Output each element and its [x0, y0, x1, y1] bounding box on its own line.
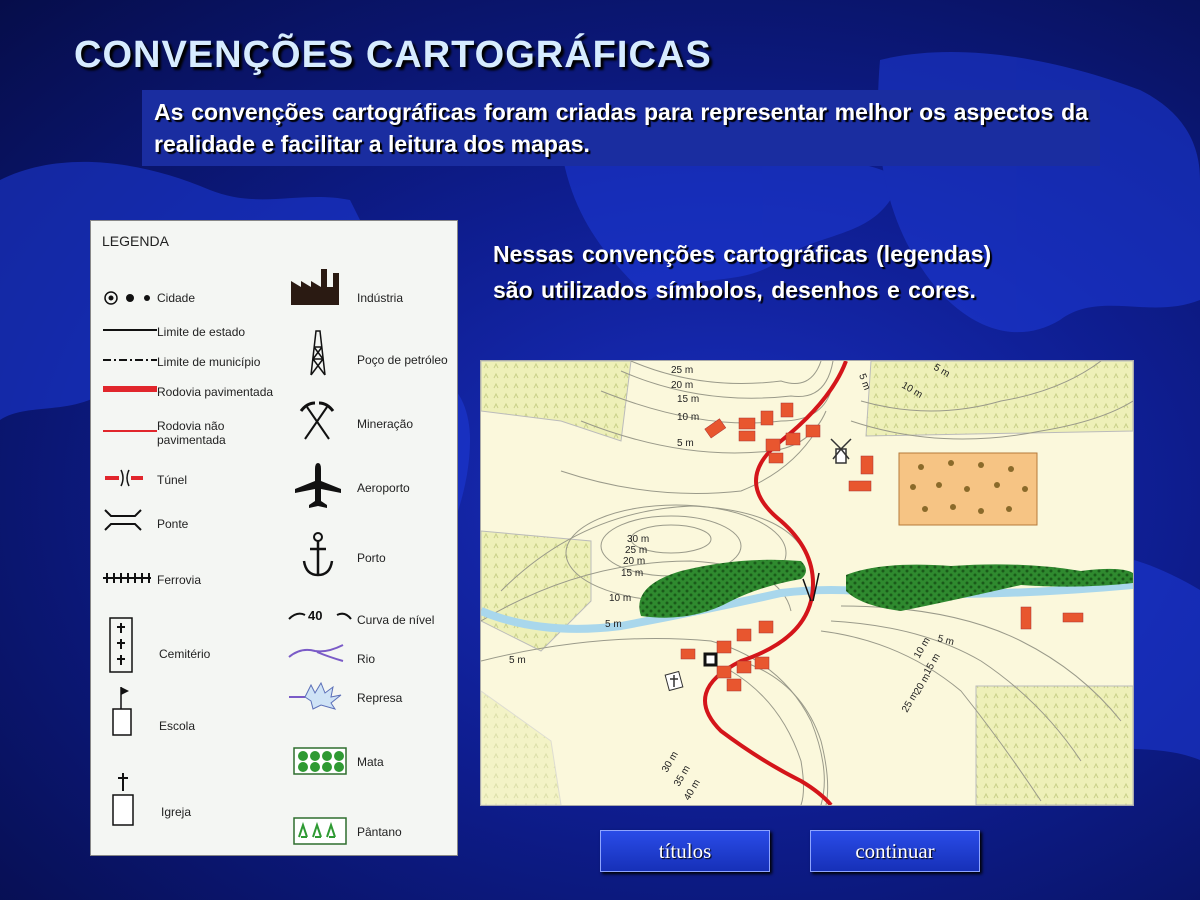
svg-text:10 m: 10 m: [912, 635, 933, 661]
railway-icon: [103, 571, 153, 585]
legend-label-curva-nivel: Curva de nível: [357, 613, 435, 627]
legend-label-igreja: Igreja: [161, 805, 192, 819]
svg-text:10 m: 10 m: [609, 593, 632, 604]
dam-icon: [287, 681, 347, 711]
municipal-boundary-line-icon: [103, 354, 159, 366]
anchor-icon: [301, 531, 335, 579]
legend-title: LEGENDA: [102, 233, 169, 249]
svg-text:25 m: 25 m: [900, 689, 921, 715]
svg-text:15 m: 15 m: [677, 394, 700, 405]
svg-text:20 m: 20 m: [912, 671, 933, 697]
legend-label-aeroporto: Aeroporto: [357, 481, 410, 495]
field-bottom-right: [976, 686, 1133, 805]
legend-label-rio: Rio: [357, 652, 376, 666]
legend-label-industria: Indústria: [357, 291, 404, 305]
church-icon: [111, 769, 137, 829]
continue-button[interactable]: [810, 830, 980, 872]
tunnel-icon: [105, 466, 145, 490]
map-illustration: [481, 361, 1133, 805]
page-title: CONVENÇÕES CARTOGRÁFICAS: [74, 34, 712, 76]
titles-button-label: títulos: [658, 839, 712, 863]
legend-description-text: Nessas convenções cartográficas (legendas) são utilizados símbolos, desenhos e cores.: [493, 241, 992, 303]
legend-label-cemiterio: Cemitério: [159, 647, 211, 661]
cemetery-marker: [665, 671, 683, 690]
svg-text:20 m: 20 m: [623, 556, 646, 567]
forest-icon: [293, 747, 347, 775]
legend-label-escola: Escola: [159, 719, 196, 733]
legend-label-rodovia-pavimentada: Rodovia pavimentada: [157, 385, 274, 399]
svg-text:15 m: 15 m: [621, 568, 644, 579]
city-dots-icon: [103, 289, 159, 307]
svg-text:5 m: 5 m: [931, 362, 952, 380]
state-boundary-line-icon: [103, 324, 159, 336]
bridge-icon: [103, 507, 143, 533]
topographic-map: [480, 360, 1134, 806]
windmill: [831, 439, 851, 463]
contour-labels-right: [900, 633, 955, 714]
svg-text:5 m: 5 m: [605, 619, 622, 630]
intro-text: As convenções cartográficas foram criadas para representar melhor os aspectos da realidade e facilitar a leitura dos mapas.: [142, 90, 1100, 166]
legend-label-ferrovia: Ferrovia: [157, 573, 202, 587]
svg-text:30 m: 30 m: [627, 534, 650, 545]
legend-label-ponte: Ponte: [157, 517, 189, 531]
titles-button[interactable]: [600, 830, 770, 872]
legend-label-cidade: Cidade: [157, 291, 196, 305]
field-top-left: [481, 361, 631, 441]
legend-label-porto: Porto: [357, 551, 386, 565]
river-icon: [287, 641, 345, 665]
paved-road-icon: [103, 383, 159, 395]
svg-text:20 m: 20 m: [671, 380, 694, 391]
field-bottom-left: [481, 691, 561, 805]
svg-text:5 m: 5 m: [936, 633, 956, 649]
svg-text:40 m: 40 m: [682, 777, 703, 803]
contour-labels-bottom: [660, 750, 703, 803]
svg-text:25 m: 25 m: [671, 365, 694, 376]
legend-label-limite-municipio: Limite de município: [157, 355, 261, 369]
svg-text:5 m: 5 m: [856, 372, 873, 392]
contour-label-left-low: 5 m: [509, 655, 526, 666]
mining-icon: [299, 399, 335, 443]
legend-label-poco-petroleo: Poço de petróleo: [357, 353, 448, 367]
cemetery-icon: [109, 617, 133, 673]
svg-text:35 m: 35 m: [672, 763, 693, 789]
legend-label-pantano: Pântano: [357, 825, 402, 839]
legend-panel: [90, 220, 458, 856]
svg-text:30 m: 30 m: [660, 749, 681, 775]
svg-text:10 m: 10 m: [899, 380, 925, 401]
svg-text:5 m: 5 m: [677, 438, 694, 449]
field-top-right: [866, 361, 1133, 436]
legend-label-represa: Represa: [357, 691, 403, 705]
field-left: [481, 531, 591, 651]
factory-icon: [289, 265, 347, 307]
svg-text:25 m: 25 m: [625, 545, 648, 556]
legend-label-limite-estado: Limite de estado: [157, 325, 246, 339]
continue-button-label: continuar: [855, 839, 935, 863]
legend-label-rodovia-nao-pavimentada: Rodovia não pavimentada: [157, 419, 226, 447]
city-marker: [705, 654, 716, 665]
school-icon: [111, 683, 137, 739]
svg-text:15 m: 15 m: [922, 651, 943, 677]
contour-line-icon: [287, 605, 353, 627]
svg-text:10 m: 10 m: [677, 412, 700, 423]
legend-label-mata: Mata: [357, 755, 384, 769]
svg-text:40: 40: [308, 608, 323, 623]
airplane-icon: [293, 461, 343, 511]
oil-well-icon: [305, 327, 331, 377]
unpaved-road-icon: [103, 425, 159, 437]
legend-label-tunel: Túnel: [157, 473, 188, 487]
legend-label-mineracao: Mineração: [357, 417, 414, 431]
swamp-icon: [293, 817, 347, 845]
